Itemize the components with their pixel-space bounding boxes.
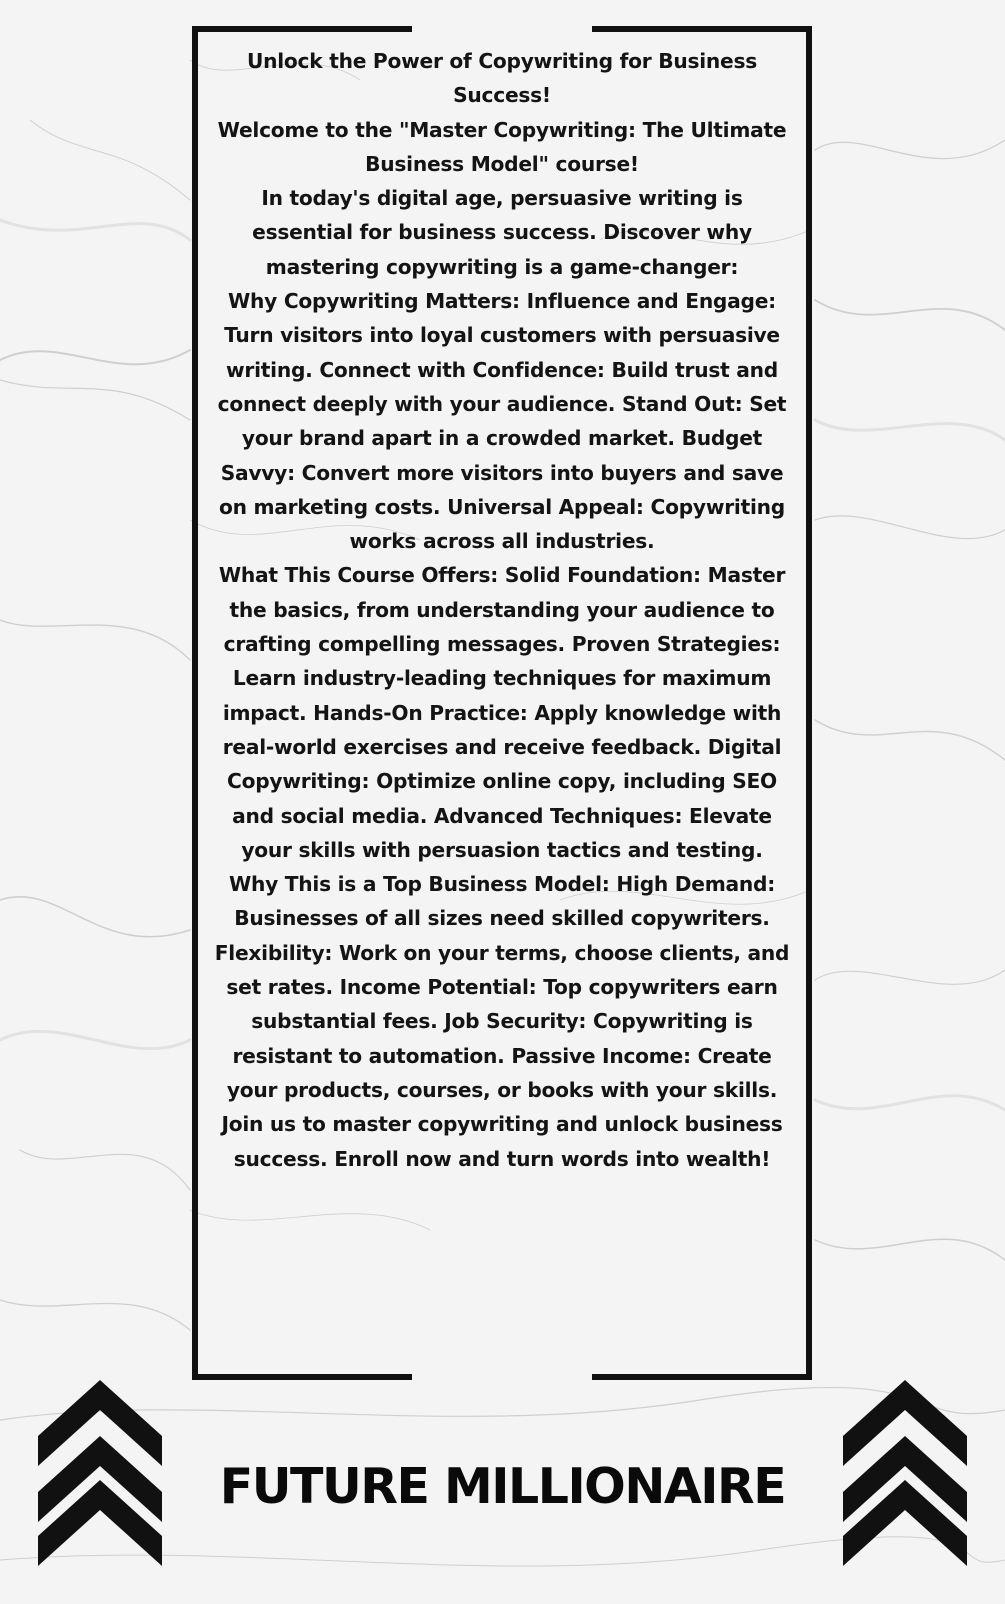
why-copywriting-paragraph: Why Copywriting Matters: Influence and Engage: Turn visitors into loyal customers with persuasive writing. Connect with Confidence: Build trust and connect deeply with your audience. Stand Out: Set your brand apart in a crowded market. Budget Savvy: Convert more visitors into buyers and save on marketing costs. Universal Appeal: Copywriting works across all industries. (217, 289, 787, 554)
welcome-line: Welcome to the "Master Copywriting: The Ultimate Business Model" course! (217, 117, 787, 176)
course-description (214, 44, 790, 1344)
footer-title: FUTURE MILLIONAIRE (219, 1458, 786, 1515)
double-chevron-up-icon (843, 1380, 967, 1566)
course-offers-paragraph: What This Course Offers: Solid Foundation: Master the basics, from understanding your audience to crafting compelling messages. Proven Strategies: Learn industry-leading techniques for maximum impact. Hands-On Practice: Apply knowledge with real-world exercises and receive feedback. Digital Copywriting: Optimize online copy, including SEO and social media. Advanced Techniques: Elevate your skills with persuasion tactics and testing. (218, 563, 786, 862)
double-chevron-up-icon (38, 1380, 162, 1566)
headline: Unlock the Power of Copywriting for Business Success! (246, 49, 758, 108)
business-model-paragraph: Why This is a Top Business Model: High Demand: Businesses of all sizes need skilled copywriters. Flexibility: Work on your terms, choose clients, and set rates. Income Potential: Top copywriters earn substantial fees. Job Security: Copywriting is resistant to automation. Passive Income: Create your products, courses, or books with your skills. Join us to master copywriting and unlock business success. Enroll now and turn words into wealth! (214, 872, 790, 1171)
intro-paragraph: In today's digital age, persuasive writing is essential for business success. Discover why mastering copywriting is a game-changer: (252, 186, 752, 279)
